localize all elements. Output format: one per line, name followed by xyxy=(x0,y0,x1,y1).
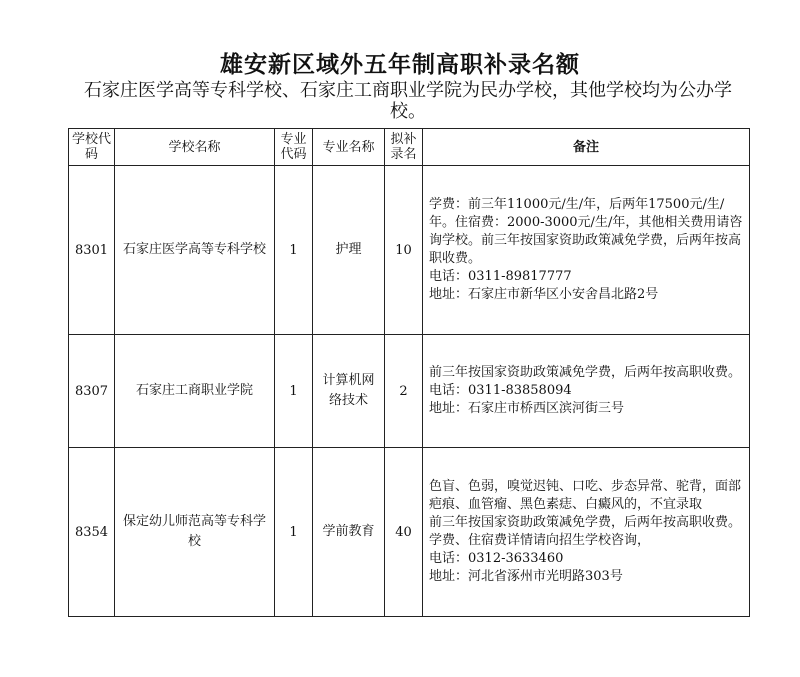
major-name-cell: 计算机网络技术 xyxy=(313,335,385,448)
notes-cell xyxy=(423,335,750,448)
major-name-cell: 护理 xyxy=(313,166,385,335)
notes-phone: 电话：0312-3633460 xyxy=(429,551,564,566)
notes-phone: 电话：0311-89817777 xyxy=(429,269,572,284)
quota-cell: 2 xyxy=(385,335,423,448)
notes-address: 地址：河北省涿州市光明路303号 xyxy=(429,569,623,584)
school-code-cell: 8354 xyxy=(69,448,115,617)
notes-phone: 电话：0311-83858094 xyxy=(429,383,572,398)
school-code-cell: 8301 xyxy=(69,166,115,335)
notes-address: 地址：石家庄市桥西区滨河街三号 xyxy=(429,401,625,416)
header-quota: 拟补录名 xyxy=(385,129,423,166)
quota-cell: 10 xyxy=(385,166,423,335)
school-name-cell: 石家庄工商职业学院 xyxy=(115,335,275,448)
notes-cell xyxy=(423,448,750,617)
table-row xyxy=(69,335,750,448)
notes-cell xyxy=(423,166,750,335)
school-name-cell: 石家庄医学高等专科学校 xyxy=(115,166,275,335)
document-title: 雄安新区域外五年制高职补录名额 xyxy=(220,51,580,78)
notes-restrictions: 色盲、色弱，嗅觉迟钝、口吃、步态异常、驼背，面部疤痕、血管瘤、黑色素痣、白癜风的，不宜录取 xyxy=(429,479,742,512)
major-code-cell: 1 xyxy=(275,448,313,617)
table-row xyxy=(69,166,750,335)
header-notes: 备注 xyxy=(423,129,750,166)
table-header-row xyxy=(69,129,750,166)
header-major-name: 专业名称 xyxy=(313,129,385,166)
major-code-cell: 1 xyxy=(275,335,313,448)
school-name-cell: 保定幼儿师范高等专科学校 xyxy=(115,448,275,617)
header-major-code: 专业代码 xyxy=(275,129,313,166)
table-row xyxy=(69,448,750,617)
major-code-cell: 1 xyxy=(275,166,313,335)
header-school-code: 学校代码 xyxy=(69,129,115,166)
school-code-cell: 8307 xyxy=(69,335,115,448)
quota-table xyxy=(68,128,750,617)
major-name-cell: 学前教育 xyxy=(313,448,385,617)
notes-address: 地址：石家庄市新华区小安舍昌北路2号 xyxy=(429,287,659,302)
header-school-name: 学校名称 xyxy=(115,129,275,166)
notes-fees: 前三年按国家资助政策减免学费，后两年按高职收费。学费、住宿费详情请向招生学校咨询， xyxy=(429,515,742,548)
notes-fees: 前三年按国家资助政策减免学费，后两年按高职收费。 xyxy=(429,365,742,380)
notes-fees: 学费：前三年11000元/生/年，后两年17500元/生/年。住宿费：2000-3000元/生/年，其他相关费用请咨询学校。前三年按国家资助政策减免学费，后两年按高职收费。 xyxy=(429,197,743,266)
quota-cell: 40 xyxy=(385,448,423,617)
document-subtitle: 石家庄医学高等专科学校、石家庄工商职业学院为民办学校，其他学校均为公办学校。 xyxy=(84,80,732,122)
